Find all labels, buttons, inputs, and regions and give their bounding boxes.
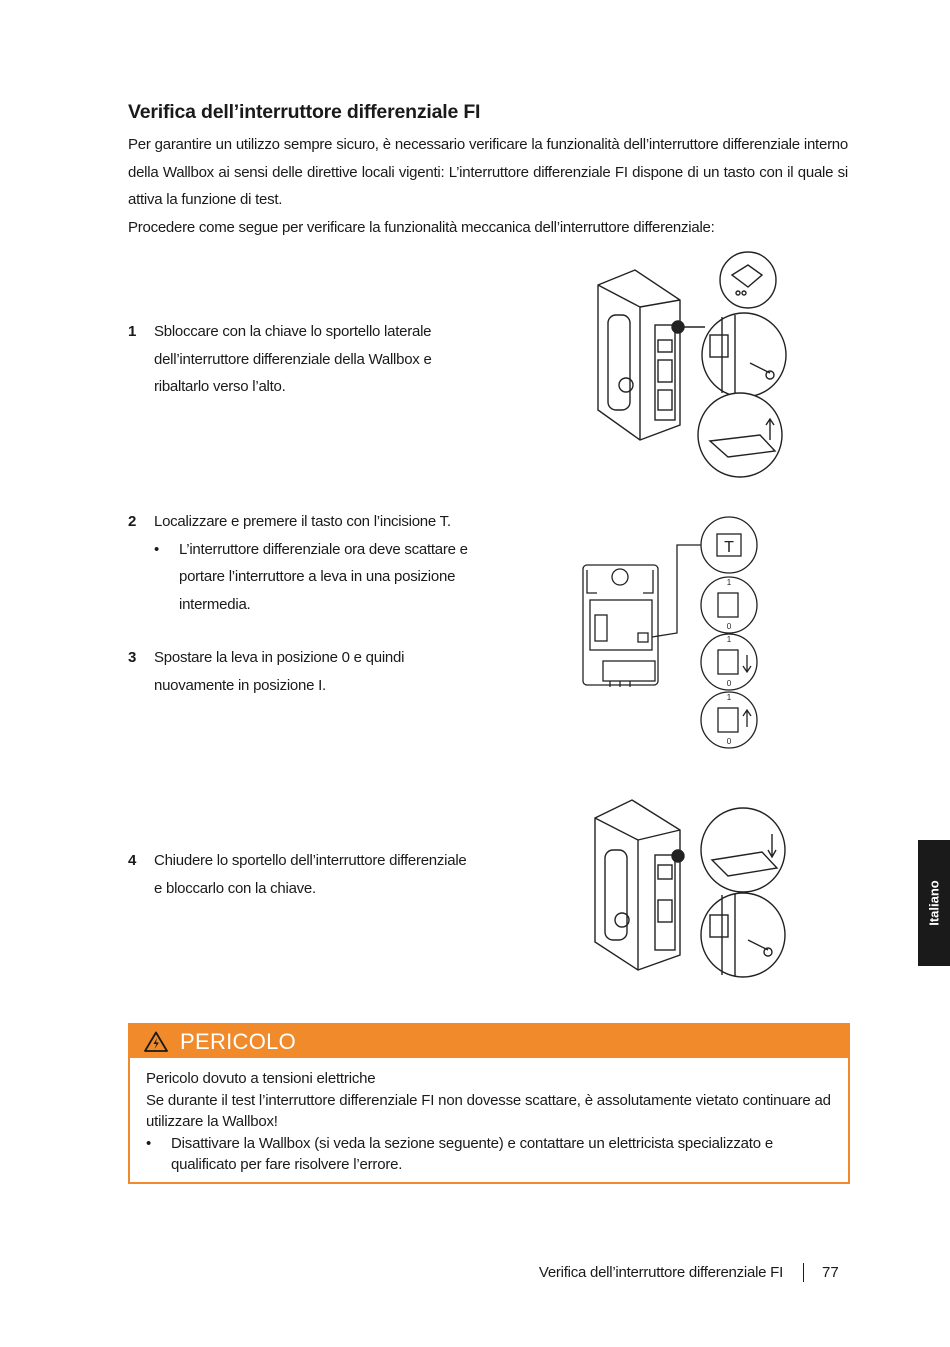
step-bullet: • L’interruttore differenziale ora deve scattare e portare l’interruttore a leva in una posizione intermedia. <box>179 536 468 619</box>
intro-paragraph: Per garantire un utilizzo sempre sicuro, è necessario verificare la funzionalità dell’interruttore differenziale interno della Wallbox ai sensi delle direttive locali vigenti: L’interruttore differenziale FI dispone di un tasto con il quale si attiva la funzione di test. <box>128 136 848 208</box>
step-text: Sbloccare con la chiave lo sportello laterale dell’interruttore differenziale della Wallbox e ribaltarlo verso l’alto. <box>154 323 432 395</box>
figure-close-door <box>580 790 795 990</box>
step-4 <box>128 847 468 902</box>
footer-divider <box>803 1263 804 1282</box>
bullet-marker: • <box>154 540 160 558</box>
danger-subtitle: Pericolo dovuto a tensioni elettriche <box>146 1070 376 1087</box>
step-text: Localizzare e premere il tasto con l’incisione T. <box>154 513 451 530</box>
step-text: Spostare la leva in posizione 0 e quindi nuovamente in posizione I. <box>154 649 405 694</box>
warning-electric-icon <box>144 1031 168 1052</box>
bullet-marker: • <box>146 1134 152 1152</box>
step-number: 3 <box>128 649 137 666</box>
figure-open-door <box>580 245 795 480</box>
language-tab <box>918 840 950 966</box>
svg-text:1: 1 <box>726 578 732 587</box>
danger-box <box>128 1023 850 1184</box>
danger-title: PERICOLO <box>180 1028 297 1054</box>
intro-text <box>128 131 848 241</box>
svg-text:1: 1 <box>726 693 732 702</box>
language-tab-label: Italiano <box>926 880 942 926</box>
svg-text:0: 0 <box>726 622 732 631</box>
danger-bullet: • Disattivare la Wallbox (si veda la sezione seguente) e contattare un elettricista specializzato e qualificato per fare risolvere l’errore. <box>146 1134 774 1173</box>
svg-text:0: 0 <box>726 737 732 746</box>
svg-text:1: 1 <box>726 635 732 644</box>
danger-text: Se durante il test l’interruttore differenziale FI non dovesse scattare, è assolutamente vietato continuare ad utilizzare la Wallbox! <box>146 1091 831 1130</box>
svg-text:0: 0 <box>726 679 732 688</box>
danger-header <box>130 1025 848 1058</box>
test-key-label: T <box>724 539 734 556</box>
figure-test-button <box>575 515 765 755</box>
step-number: 4 <box>128 852 137 869</box>
danger-body <box>130 1058 848 1176</box>
intro-paragraph: Procedere come segue per verificare la funzionalità meccanica dell’interruttore differenziale: <box>128 218 715 236</box>
step-3 <box>128 644 468 699</box>
page-number: 77 <box>822 1264 839 1281</box>
footer-section-title: Verifica dell’interruttore differenziale FI <box>538 1264 783 1281</box>
step-1 <box>128 318 468 401</box>
step-number: 1 <box>128 323 137 340</box>
step-2 <box>128 508 468 618</box>
step-text: Chiudere lo sportello dell’interruttore differenziale e bloccarlo con la chiave. <box>154 852 467 897</box>
step-number: 2 <box>128 513 137 530</box>
section-heading: Verifica dell’interruttore differenziale FI <box>128 101 481 123</box>
